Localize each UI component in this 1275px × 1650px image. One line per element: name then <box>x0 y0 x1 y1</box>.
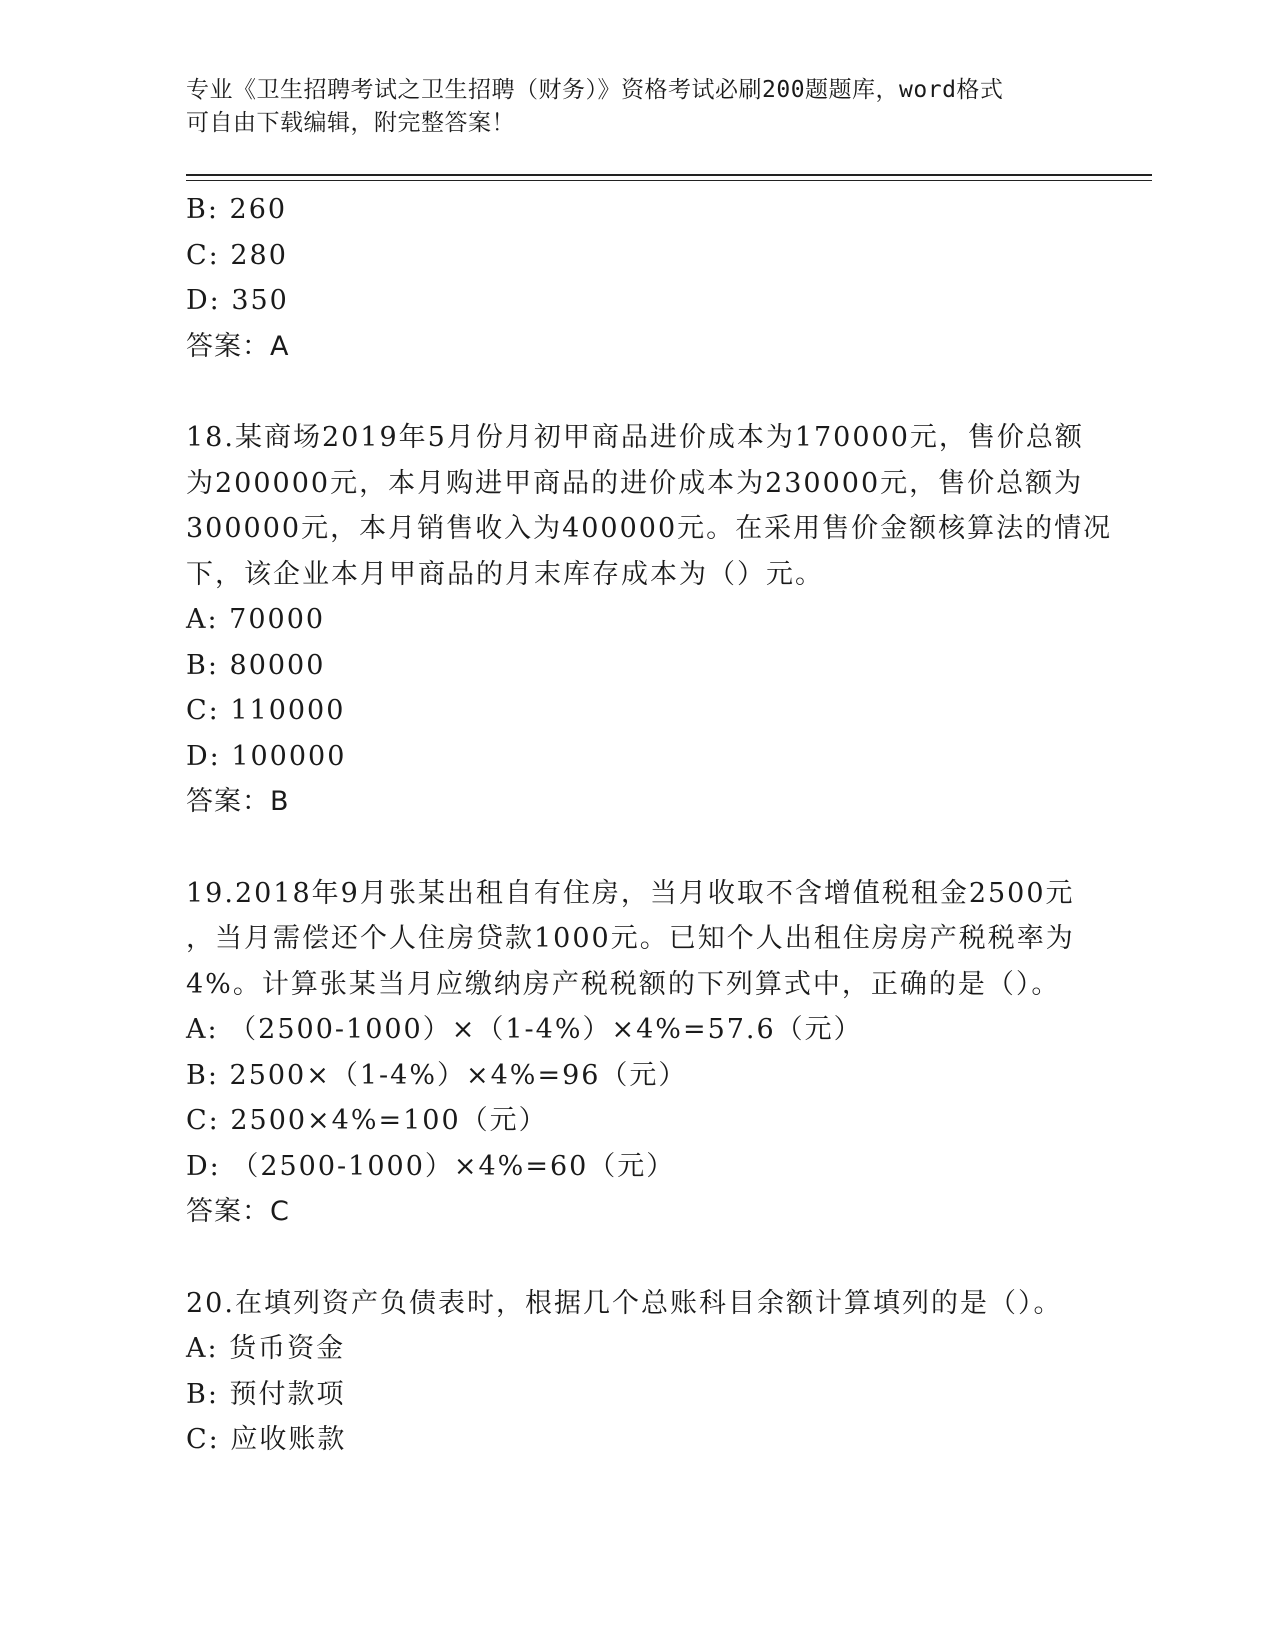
spacer <box>186 825 1086 871</box>
question-text-line: 4%。计算张某当月应缴纳房产税税额的下列算式中，正确的是（）。 <box>186 968 1061 1000</box>
answer-line: 答案：C <box>186 1196 290 1227</box>
question-text-line: 下，该企业本月甲商品的月末库存成本为（）元。 <box>186 558 824 590</box>
option-a: A: （2500-1000）×（1-4%）×4%=57.6（元） <box>186 1014 863 1045</box>
document-body <box>186 187 1113 1463</box>
question-text-line: 为200000元，本月购进甲商品的进价成本为230000元，售价总额为 <box>186 467 1084 499</box>
question-19 <box>186 871 1086 1235</box>
question-20 <box>186 1281 1086 1463</box>
spacer <box>186 369 1086 415</box>
question-text-line: 18.某商场2019年5月份月初甲商品进价成本为170000元，售价总额 <box>186 422 1084 453</box>
option-c: C: 2500×4%=100（元） <box>186 1105 548 1136</box>
spacer <box>186 1235 1086 1281</box>
question-text-line: 300000元，本月销售收入为400000元。在采用售价金额核算法的情况 <box>186 513 1113 544</box>
option-a: A: 货币资金 <box>186 1333 346 1364</box>
header-title-line-2: 可自由下载编辑，附完整答案！ <box>186 110 515 136</box>
option-b: B: 80000 <box>186 649 326 681</box>
option-b: B: 预付款项 <box>186 1378 346 1410</box>
option-c: C: 110000 <box>186 695 346 726</box>
option-b: B: 2500×（1-4%）×4%=96（元） <box>186 1059 688 1091</box>
answer-line: 答案：B <box>186 786 290 817</box>
answer-line: 答案：A <box>186 330 290 362</box>
header-title-line-1: 专业《卫生招聘考试之卫生招聘（财务）》资格考试必刷200题题库，word格式 <box>186 77 1004 103</box>
option-c: C: 应收账款 <box>186 1424 347 1455</box>
question-text-line: 19.2018年9月张某出租自有住房，当月收取不含增值税租金2500元 <box>186 877 1075 909</box>
option-a: A: 70000 <box>186 604 326 635</box>
header-divider-thick <box>186 174 1152 176</box>
question-17-continued <box>186 187 1086 369</box>
option-d: D: 350 <box>186 285 289 316</box>
question-text-line: 20.在填列资产负债表时，根据几个总账科目余额计算填列的是（）。 <box>186 1287 1063 1319</box>
header-divider-thin <box>186 180 1152 181</box>
option-d: D: 100000 <box>186 740 347 772</box>
question-text-line: ，当月需偿还个人住房贷款1000元。已知个人出租住房房产税税率为 <box>186 923 1075 954</box>
option-b: B: 260 <box>186 194 288 225</box>
option-d: D: （2500-1000）×4%=60（元） <box>186 1150 676 1182</box>
option-c: C: 280 <box>186 239 288 271</box>
document-header <box>186 74 1086 140</box>
question-18 <box>186 415 1113 825</box>
